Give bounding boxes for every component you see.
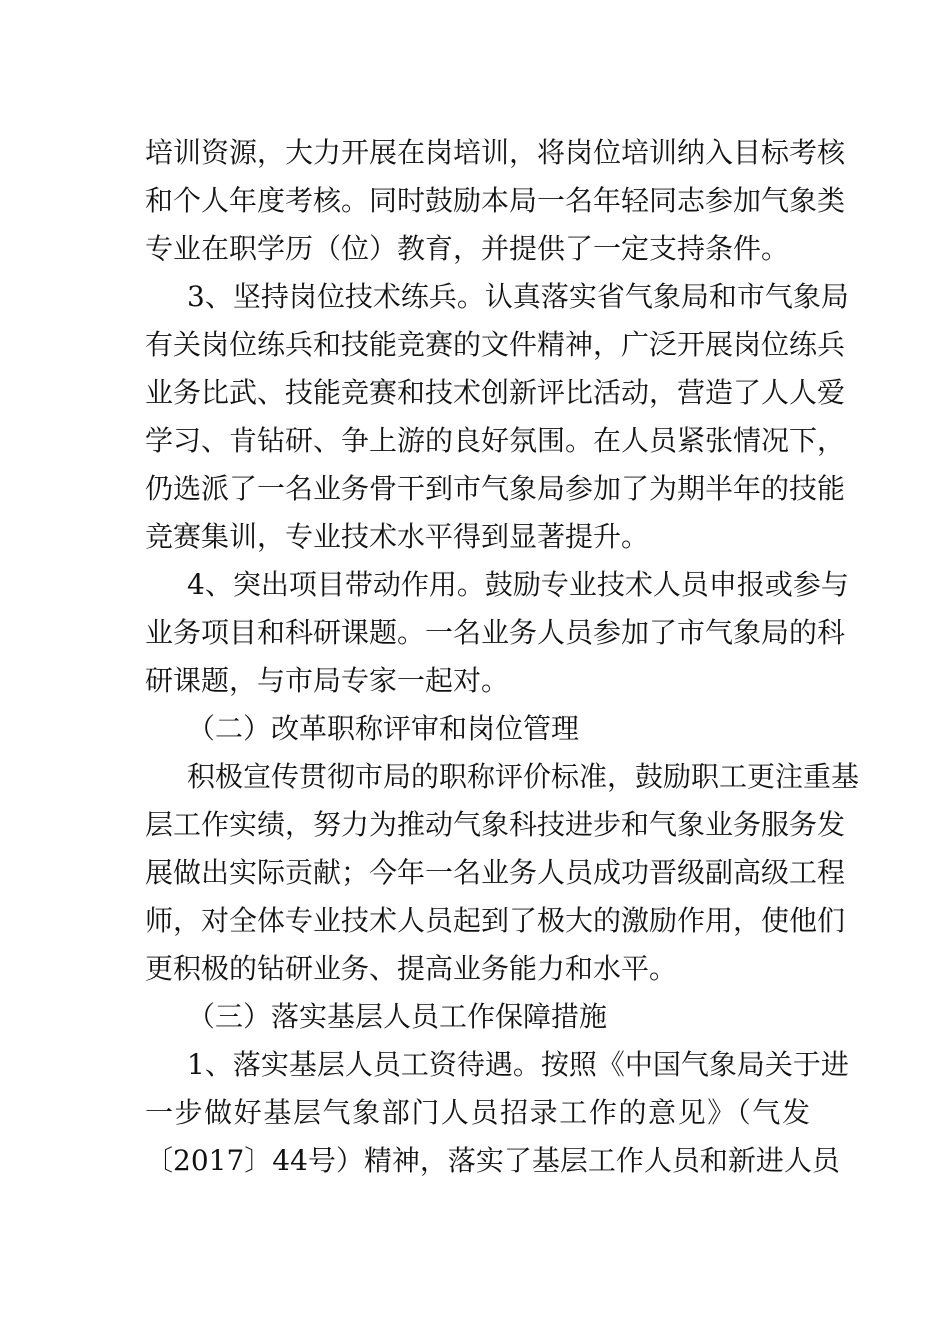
paragraph-line: 业务比武、技能竞赛和技术创新评比活动，营造了人人爱 (145, 376, 846, 409)
paragraph-line: 有关岗位练兵和技能竞赛的文件精神，广泛开展岗位练兵 (145, 328, 846, 361)
paragraph-line: 培训资源，大力开展在岗培训，将岗位培训纳入目标考核 (145, 136, 846, 169)
paragraph-line: 业务项目和科研课题。一名业务人员参加了市气象局的科 (145, 616, 846, 649)
section-heading: （二）改革职称评审和岗位管理 (187, 712, 580, 745)
paragraph-line: 研课题，与市局专家一起对。 (145, 664, 510, 697)
paragraph-line: 积极宣传贯彻市局的职称评价标准，鼓励职工更注重基 (187, 760, 860, 793)
paragraph-line: 一步做好基层气象部门人员招录工作的意见》（气发 (145, 1096, 810, 1129)
paragraph-line: 竞赛集训，专业技术水平得到显著提升。 (145, 520, 650, 553)
section-heading: （三）落实基层人员工作保障措施 (187, 1000, 608, 1033)
paragraph-line: 和个人年度考核。同时鼓励本局一名年轻同志参加气象类 (145, 184, 846, 217)
paragraph-line: 3、坚持岗位技术练兵。认真落实省气象局和市气象局 (187, 280, 849, 313)
paragraph-line: 专业在职学历（位）教育，并提供了一定支持条件。 (145, 232, 790, 265)
paragraph-line: 学习、肯钻研、争上游的良好氛围。在人员紧张情况下， (145, 424, 846, 457)
paragraph-line: 1、落实基层人员工资待遇。按照《中国气象局关于进 (187, 1048, 849, 1081)
paragraph-line: 展做出实际贡献；今年一名业务人员成功晋级副高级工程 (145, 856, 846, 889)
paragraph-line: 层工作实绩，努力为推动气象科技进步和气象业务服务发 (145, 808, 846, 841)
paragraph-line: 4、突出项目带动作用。鼓励专业技术人员申报或参与 (187, 568, 849, 601)
paragraph-line: 师，对全体专业技术人员起到了极大的激励作用，使他们 (145, 904, 846, 937)
document-body (145, 129, 860, 1185)
paragraph-line: 〔2017〕44号）精神，落实了基层工作人员和新进人员 (145, 1144, 840, 1177)
paragraph-line: 更积极的钻研业务、提高业务能力和水平。 (145, 952, 678, 985)
paragraph-line: 仍选派了一名业务骨干到市气象局参加了为期半年的技能 (145, 472, 846, 505)
